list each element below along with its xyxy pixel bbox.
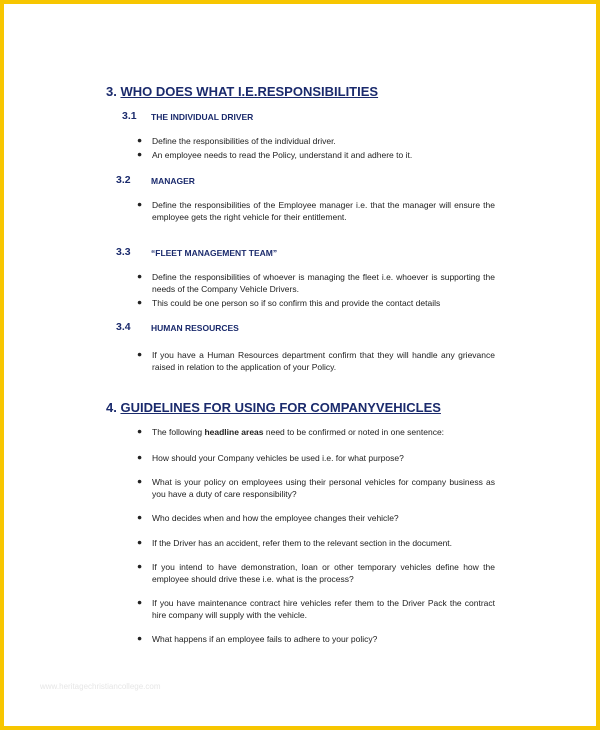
bullet-icon: ● xyxy=(137,561,143,571)
subsection-3-3-title: “FLEET MANAGEMENT TEAM” xyxy=(151,248,278,258)
section-3-heading xyxy=(106,84,378,99)
bullet-icon: ● xyxy=(137,297,143,307)
subsection-3-1-bullet-1: Define the responsibilities of the individual driver. xyxy=(152,136,336,146)
bullet-icon: ● xyxy=(137,476,143,486)
section-4-bullet-2: What is your policy on employees using their personal vehicles for company business as you have a duty of care responsibility? xyxy=(152,477,495,499)
bullet-icon: ● xyxy=(137,135,143,145)
section-4-bullet-5: If you intend to have demonstration, loan or other temporary vehicles define how the employee should drive these i.e. what is the process? xyxy=(152,562,495,584)
section-4-heading xyxy=(106,400,441,415)
bullet-icon: ● xyxy=(137,149,143,159)
section-4-bullet-7: What happens if an employee fails to adhere to your policy? xyxy=(152,634,378,644)
subsection-3-1-bullet-2: An employee needs to read the Policy, understand it and adhere to it. xyxy=(152,150,413,160)
subsection-3-4-title: HUMAN RESOURCES xyxy=(151,323,239,333)
section-3-number: 3. xyxy=(106,84,117,99)
bullet-icon: ● xyxy=(137,199,143,209)
bullet-icon: ● xyxy=(137,512,143,522)
bullet-icon: ● xyxy=(137,426,143,436)
subsection-3-3-number: 3.3 xyxy=(116,246,131,258)
section-4-intro-bold: headline areas xyxy=(204,427,264,437)
bullet-icon: ● xyxy=(137,271,143,281)
subsection-3-3-bullet-2: This could be one person so if so confirm this and provide the contact details xyxy=(152,298,441,308)
subsection-3-3-bullet-1: Define the responsibilities of whoever is managing the fleet i.e. whoever is supporting the needs of the Company Vehicle Drivers. xyxy=(152,272,495,294)
bullet-icon: ● xyxy=(137,537,143,547)
section-4-intro-after: need to be confirmed or noted in one sentence: xyxy=(263,427,445,437)
section-3-title: WHO DOES WHAT I.E.RESPONSIBILITIES xyxy=(120,84,379,99)
watermark: www.heritagechristiancollege.com xyxy=(40,682,161,691)
subsection-3-4-number: 3.4 xyxy=(116,321,131,333)
bullet-icon: ● xyxy=(137,452,143,462)
subsection-3-2-bullet-1: Define the responsibilities of the Employee manager i.e. that the manager will ensure the employee gets the right vehicle for their entitlement. xyxy=(152,200,495,222)
section-4-bullet-6: If you have maintenance contract hire vehicles refer them to the Driver Pack the contract hire company will supply with the vehicle. xyxy=(152,598,495,620)
section-4-intro-before: The following xyxy=(152,427,205,437)
section-4-bullet-1: How should your Company vehicles be used i.e. for what purpose? xyxy=(152,453,404,463)
document-page xyxy=(4,4,596,726)
subsection-3-1-title: THE INDIVIDUAL DRIVER xyxy=(151,112,254,122)
section-4-title: GUIDELINES FOR USING FOR COMPANYVEHICLES xyxy=(120,400,441,415)
section-4-number: 4. xyxy=(106,400,117,415)
bullet-icon: ● xyxy=(137,597,143,607)
section-4-bullet-4: If the Driver has an accident, refer them to the relevant section in the document. xyxy=(152,538,453,548)
bullet-icon: ● xyxy=(137,633,143,643)
subsection-3-4-bullet-1: If you have a Human Resources department confirm that they will handle any grievance raised in relation to the application of your Policy. xyxy=(152,350,495,372)
section-4-bullet-3: Who decides when and how the employee changes their vehicle? xyxy=(152,513,399,523)
section-4-intro xyxy=(152,427,495,439)
subsection-3-2-number: 3.2 xyxy=(116,174,131,186)
bullet-icon: ● xyxy=(137,349,143,359)
subsection-3-1-number: 3.1 xyxy=(122,110,137,122)
subsection-3-2-title: MANAGER xyxy=(151,176,195,186)
